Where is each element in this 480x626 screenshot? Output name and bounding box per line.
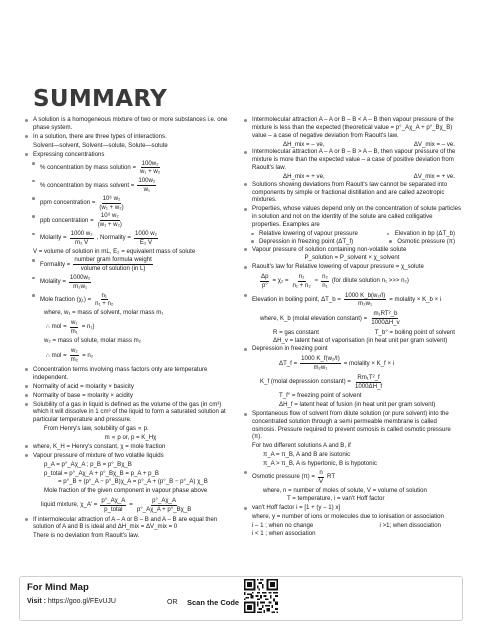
vant-hoff-association: i < 1 ; when association (252, 529, 316, 537)
kf-definition: K_f (molal depression constant) = $\frac{\text{Rm₁T²\_f}}{1000\Delta H\_f}$ (260, 373, 383, 390)
colligative-row-1: Relative lowering of vapour pressure Elevation in bp (ΔT_b) (243, 230, 461, 238)
vp-nonvolatile-eq: P_solution = P_solvent × χ_solvent (304, 254, 400, 262)
formula-mass-solution: % concentration by mass solution = $\frac{\text{100w₂}}{\text{w₁ + w₂}}$ (32, 160, 237, 177)
kb-definition: where, K_b (molal elevation constant) = $\frac{\text{m₁RT²\_b}}{1000\Delta H\_v}$ (260, 310, 400, 327)
bullet-solution-definition: A solution is a homogeneous mixture of two or more substances i.e. one phase system. (24, 116, 237, 132)
bullet-vp-nonvolatile: Vapour pressure of solution containing non-volatile solute (243, 246, 461, 254)
bullet-negative-deviation: Intermolecular attraction A – A or B – B < A – B then vapour pressure of the mixture is less than the expected (theoretical value = p°_Aχ_A + p°_Bχ_B) value – a case of negative deviation from Raoult's law. (243, 116, 461, 139)
bullet-depression-fp: Depression in freezing point (243, 345, 461, 353)
hypertonic-line: π_A > π_B, A is hypertonic, B is hypotonic (263, 460, 377, 467)
top-blank-band (0, 0, 480, 62)
footer-or: OR (167, 599, 178, 606)
bullet-azeotropes: Solutions showing deviations from Raoult's law cannot be separated into components by simple or fractional distillation and are called azeotropic mixtures. (243, 181, 461, 204)
negative-deviation-values: ΔH_mix = – ve, ΔV_mix = – ve. (283, 140, 455, 148)
depression-fp-eq: ΔT_f = $\frac{\text{1000 K\_f(w₂/I)}}{\text{m₂w₁}}$ = molality × K_f × i (279, 355, 395, 372)
where-solute: w₂ = mass of solute, molar mass m₂ (44, 337, 142, 345)
volume-definition: V = volume of solution in mL, E₂ = equivalent mass of solute (33, 247, 196, 255)
formula-formality: Formality = $\frac{\text{number gram formula weight}}{\text{volume of solution (in L)}}$ (32, 256, 237, 273)
bullet-normality-acid: Normality of acid = molarity × basicity (24, 383, 237, 391)
bullet-osmosis: Spontaneous flow of solvent from dilute solution (or pure solvent) into the concentrated solution through a semi permeable membrane is called osmosis. Pressure required to prevent osmosis is called osmotic pressure (π). (243, 410, 461, 441)
footer-visit: Visit : https://goo.gl/FEvUJU (27, 598, 116, 605)
left-column (24, 116, 237, 541)
footer-scan-label: Scan the Code (187, 598, 240, 607)
osmotic-where-2: T = temperature, i = van't Hoff factor (287, 495, 385, 503)
bullet-vant-hoff: van't Hoff factor i = [1 + (y – 1) x] (243, 504, 461, 512)
right-column (243, 116, 461, 539)
latent-heat-fusion: ΔH_f = latent heat of fusion (in heat unit per gram solvent) (279, 401, 436, 409)
vant-hoff-where: where, y = number of ions or molecules due to ionisation or association (252, 513, 444, 521)
bullet-interactions: In a solution, there are three types of interactions. (24, 133, 237, 141)
latent-heat-vaporisation: ΔH_v = latent heat of vaporisation (in heat unit per gram solvent) (273, 336, 448, 344)
bullet-colligative: Properties, whose values depend only on the concentration of solute particles in solution and not on the identity of the solute are called colligative properties. Examples are (243, 205, 461, 228)
isotonic-line: π_A = π_B, A and B are isotonic (263, 451, 351, 459)
bullet-concentrations: Expressing concentrations (24, 151, 237, 159)
formula-mole-fraction: Mole fraction (χ₁) = $\frac{\text{n₁}}{\text{n₁ + n₂}}$ (32, 292, 237, 309)
colligative-row-2: Depression in freezing point (ΔT_f) Osmotic pressure (π) (243, 238, 461, 246)
footer-url-link[interactable]: https://goo.gl/FEvUJU (47, 598, 116, 605)
bullet-temperature-independent: Concentration terms involving mass factors only are temperature independent. (24, 366, 237, 382)
positive-deviation-values: ΔH_mix = + ve, ΔV_mix = + ve. (283, 172, 455, 180)
no-deviation: There is no deviation from Raoult's law. (33, 532, 140, 540)
gas-constant-row: R = gas constant T_b° = boiling point of solvent (273, 328, 455, 336)
formula-ppm: ppm concentration = $\frac{\text{10⁶ w₂}}{\text{(w₁ + w₂)}}$ (32, 195, 237, 212)
bullet-henry-constant: where, K_H = Henry's constant, χ = mole fraction (24, 443, 237, 451)
osmosis-two-solutions: For two different solutions A and B, if (252, 442, 351, 450)
mind-map-footer (19, 576, 463, 621)
relative-lowering-eq: $\frac{\Delta p}{p^\circ}$ = χ₂ = $\frac{\text{n₂}}{\text{n₁ + n₂}}$ ≈ $\frac{\text{n₂}}{\text{n₁}}$ (for dilute solution n₁ >>> n₂) (261, 273, 409, 289)
formula-molality: Molality = $\frac{\text{1000w₂}}{\text{m₂w₁}}$ (32, 274, 237, 291)
vant-hoff-cases: i – 1 ; when no change i >1; when dissociation (252, 521, 441, 529)
bullet-osmotic-pressure: Osmotic pressure (π) = $\frac{n}{V}$ RT (243, 469, 461, 486)
bullet-elevation-bp: Elevation in boiling point, ΔT_b = $\frac{\text{1000 K\_b(w₂/I)}}{\text{m₂w₁}}$ = molality × K_b × i (243, 292, 461, 309)
vp-partial: p_A = p°_Aχ_A ; p_B = p°_Bχ_B (44, 460, 132, 468)
formula-mol-solute: ∴ mol = $\frac{\text{w₂}}{\text{m₂}}$ = n₂ (46, 347, 94, 364)
formula-ppb: ppb concentration = $\frac{\text{10⁹ w₂}}{\text{(w₁ + w₂)}}$ (32, 212, 237, 229)
qr-code-icon[interactable] (244, 579, 278, 613)
bullet-gas-solubility: Solubility of a gas in liquid is defined as the volume of the gas (in cm³) which it will dissolve in 1 cm³ of the liquid to form a saturated solution at particular temperature and pressure. (24, 401, 237, 424)
page-title: SUMMARY (33, 86, 168, 112)
bullet-positive-deviation: Intermolecular attraction A – A or B – B > A – B, then vapour pressure of the mixture is more than the expected value – a case of positive deviation from Raoult's law. (243, 148, 461, 171)
formula-mol-solvent: ∴ mol = $\frac{\text{w₁}}{\text{m₁}}$ = n₁) (46, 318, 95, 335)
freezing-point-solvent: T_f° = freezing point of solvent (279, 392, 362, 400)
formula-molarity-normality: Molarity = $\frac{\text{1000 w₂}}{\text{m₂ V}}$ , Normality = $\frac{\text{1000 w₂}}{\text{E₂ V}}$ (32, 230, 237, 247)
vp-mole-fraction-eq: liquid mixture, χ_A' = $\frac{p^\circ\_A\chi\_A}{\text{p\_total}}$ = $\frac{p^\circ\_A\chi\_A}{p^\circ\_A\chi\_A + p^\circ\_B\chi\_B}$ (41, 496, 192, 513)
bullet-ideal-solution: If intermolecular attraction of A – A or B – B and A – B are equal then solution of A and B is ideal and ΔH_mix = ΔV_mix = 0 (24, 516, 237, 532)
vp-mole-fraction-text: Mole fraction of the given component in vapour phase above (44, 487, 208, 495)
footer-title: For Mind Map (27, 582, 89, 593)
bullet-normality-base: Normality of base = molarity × acidity (24, 392, 237, 400)
formula-mass-solvent: % concentration by mass solvent = $\frac{\text{100w₂}}{\text{w₁}}$ (32, 177, 237, 194)
vp-total: p_total = p°_Aχ_A + p°_Bχ_B = p_A + p_B (44, 469, 159, 477)
where-solvent: where, w₁ = mass of solvent, molar mass m₁ (44, 309, 164, 317)
interactions-list: Solvent—solvent, Solvent—solute, Solute—solute (33, 141, 168, 149)
vp-total-expanded: = p°_B + (p°_A − p°_B)χ_A = p°_A + (p°_B − p°_A) χ_B (58, 478, 208, 486)
henry-law-text: From Henry's law, solubility of gas ∝ p. (44, 425, 149, 433)
bullet-raoult-relative-lowering: Raoult's law for Relative lowering of vapour pressure = χ_solute (243, 263, 461, 271)
henry-law-equation: m ∝ p or, p = K_Hχ (104, 434, 157, 441)
osmotic-where-1: where, n = number of moles of solute, V = volume of solution (263, 486, 427, 494)
bullet-vapour-pressure: Vapour pressure of mixture of two volatile liquids (24, 452, 237, 460)
